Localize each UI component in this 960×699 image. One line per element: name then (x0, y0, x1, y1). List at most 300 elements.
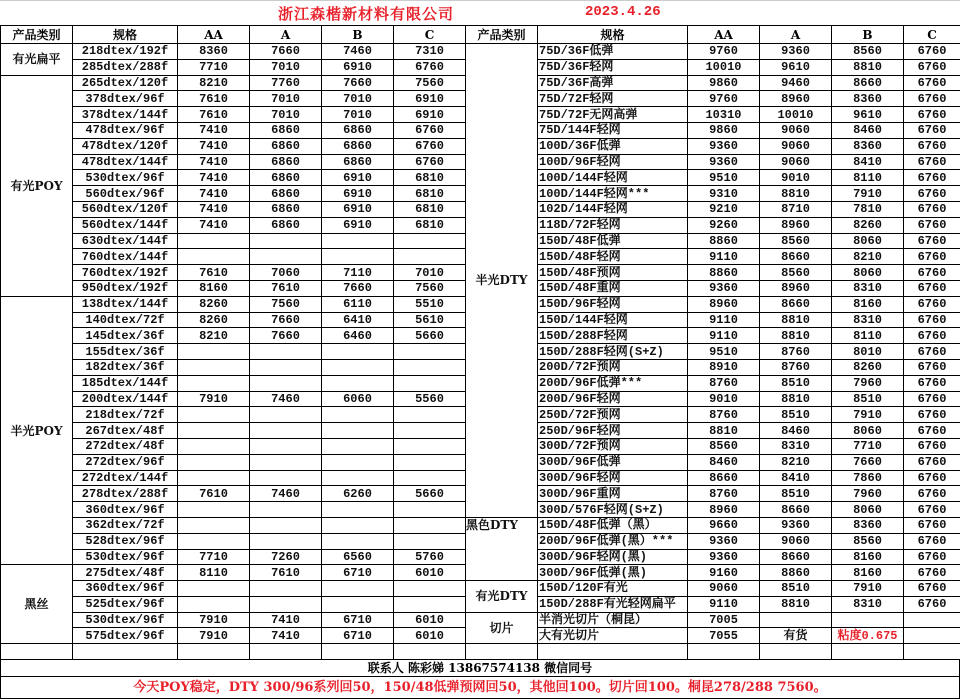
price-c: 7560 (394, 75, 466, 91)
price-b: 6710 (322, 628, 394, 644)
price-c: 6760 (904, 454, 960, 470)
price-a: 8760 (760, 344, 832, 360)
price-aa: 7055 (688, 628, 760, 644)
price-aa: 8860 (688, 233, 760, 249)
price-a: 8660 (760, 249, 832, 265)
price-b: 6060 (322, 391, 394, 407)
empty-cell (904, 644, 960, 660)
spec-cell: 75D/36F低弹 (538, 44, 688, 60)
empty-cell (466, 644, 538, 660)
price-b (322, 438, 394, 454)
price-c: 6760 (904, 423, 960, 439)
spec-cell: 182dtex/36f (73, 359, 178, 375)
spec-cell: 760dtex/144f (73, 249, 178, 265)
spec-cell: 200D/72F预网 (538, 359, 688, 375)
spec-cell: 100D/36F低弹 (538, 138, 688, 154)
price-aa (178, 438, 250, 454)
price-aa: 9310 (688, 186, 760, 202)
price-b (322, 233, 394, 249)
price-c: 6760 (904, 549, 960, 565)
price-aa: 8210 (178, 328, 250, 344)
price-aa: 8160 (178, 280, 250, 296)
price-c: 6760 (394, 122, 466, 138)
price-aa: 7410 (178, 122, 250, 138)
price-b: 7660 (322, 280, 394, 296)
price-b (832, 612, 904, 628)
price-a: 7010 (250, 59, 322, 75)
price-aa: 9210 (688, 201, 760, 217)
price-a: 7760 (250, 75, 322, 91)
spec-cell: 300D/96F轻网 (538, 470, 688, 486)
price-aa: 9360 (688, 533, 760, 549)
price-a: 10010 (760, 107, 832, 123)
price-a: 7410 (250, 612, 322, 628)
price-b: 6710 (322, 565, 394, 581)
empty-cell (760, 644, 832, 660)
price-a (250, 454, 322, 470)
price-aa: 9360 (688, 280, 760, 296)
price-a: 6860 (250, 201, 322, 217)
spec-cell: 530dtex/96f (73, 549, 178, 565)
price-c (394, 233, 466, 249)
price-a: 7610 (250, 565, 322, 581)
price-a: 9010 (760, 170, 832, 186)
spec-cell: 大有光切片 (538, 628, 688, 644)
price-b: 8260 (832, 359, 904, 375)
price-c: 6760 (904, 359, 960, 375)
price-aa: 7410 (178, 154, 250, 170)
price-aa: 7610 (178, 486, 250, 502)
price-b (322, 533, 394, 549)
price-b: 8460 (832, 122, 904, 138)
price-c: 6760 (904, 391, 960, 407)
price-b (322, 344, 394, 360)
price-b: 7710 (832, 438, 904, 454)
spec-cell: 378dtex/144f (73, 107, 178, 123)
category-cell: 半光POY (1, 296, 73, 565)
price-aa: 9110 (688, 596, 760, 612)
price-aa: 8210 (178, 75, 250, 91)
price-aa: 7710 (178, 549, 250, 565)
price-c: 6760 (904, 517, 960, 533)
price-c: 6010 (394, 612, 466, 628)
header-a: A (250, 26, 322, 44)
price-c: 6810 (394, 186, 466, 202)
price-aa: 7910 (178, 612, 250, 628)
price-aa: 8960 (688, 296, 760, 312)
price-a: 8810 (760, 596, 832, 612)
spec-cell: 250D/96F轻网 (538, 423, 688, 439)
price-c: 5510 (394, 296, 466, 312)
price-a: 8660 (760, 502, 832, 518)
price-c: 6810 (394, 170, 466, 186)
price-a: 8410 (760, 470, 832, 486)
price-a (250, 596, 322, 612)
price-c (394, 344, 466, 360)
price-a: 8510 (760, 581, 832, 597)
price-b: 6860 (322, 122, 394, 138)
spec-cell: 150D/48F低弹 (538, 233, 688, 249)
price-a: 7060 (250, 265, 322, 281)
price-b: 7660 (832, 454, 904, 470)
price-a: 有货 (760, 628, 832, 644)
price-a: 8960 (760, 217, 832, 233)
header-a: A (760, 26, 832, 44)
price-b: 6910 (322, 186, 394, 202)
price-a: 7010 (250, 91, 322, 107)
price-b: 8060 (832, 423, 904, 439)
category-cell: 黑丝 (1, 565, 73, 644)
empty-cell (832, 644, 904, 660)
price-aa: 8560 (688, 438, 760, 454)
price-b: 8560 (832, 44, 904, 60)
contact-info: 联系人 陈彩娣 13867574138 微信同号 (0, 660, 960, 677)
price-a: 8210 (760, 454, 832, 470)
empty-cell (73, 644, 178, 660)
price-aa (178, 407, 250, 423)
price-a: 7610 (250, 280, 322, 296)
price-a: 8710 (760, 201, 832, 217)
price-a: 9610 (760, 59, 832, 75)
empty-cell (322, 644, 394, 660)
price-c (394, 517, 466, 533)
price-a: 8660 (760, 549, 832, 565)
price-a: 9060 (760, 533, 832, 549)
price-a (250, 470, 322, 486)
spec-cell: 138dtex/144f (73, 296, 178, 312)
price-b: 7110 (322, 265, 394, 281)
price-b: 9610 (832, 107, 904, 123)
price-b (322, 423, 394, 439)
spec-cell: 140dtex/72f (73, 312, 178, 328)
price-b: 8060 (832, 233, 904, 249)
price-b (322, 454, 394, 470)
price-c: 6760 (904, 438, 960, 454)
price-aa: 9110 (688, 312, 760, 328)
price-a: 6860 (250, 170, 322, 186)
price-c: 5560 (394, 391, 466, 407)
price-c (904, 612, 960, 628)
price-b (322, 517, 394, 533)
category-cell: 有光POY (1, 75, 73, 296)
header-row (1, 26, 960, 44)
spec-cell: 150D/288F轻网(S+Z) (538, 344, 688, 360)
price-a: 6860 (250, 122, 322, 138)
price-a: 9060 (760, 138, 832, 154)
spec-cell: 75D/36F轻网 (538, 59, 688, 75)
price-a (250, 407, 322, 423)
price-aa: 8910 (688, 359, 760, 375)
price-aa (178, 581, 250, 597)
price-a: 7010 (250, 107, 322, 123)
price-a (250, 344, 322, 360)
spec-cell: 478dtex/96f (73, 122, 178, 138)
price-a (250, 533, 322, 549)
header-c: C (394, 26, 466, 44)
spec-cell: 528dtex/96f (73, 533, 178, 549)
price-a (250, 581, 322, 597)
price-b: 8210 (832, 249, 904, 265)
price-b: 8260 (832, 217, 904, 233)
price-c: 6760 (904, 581, 960, 597)
price-b: 8410 (832, 154, 904, 170)
price-aa: 9360 (688, 154, 760, 170)
price-c: 6760 (904, 486, 960, 502)
price-aa: 7410 (178, 170, 250, 186)
price-aa: 8960 (688, 502, 760, 518)
price-a: 9360 (760, 44, 832, 60)
price-b: 8110 (832, 170, 904, 186)
price-aa: 8760 (688, 486, 760, 502)
spec-cell: 200D/96F轻网 (538, 391, 688, 407)
price-b: 7010 (322, 107, 394, 123)
price-a: 8660 (760, 296, 832, 312)
price-b: 7460 (322, 44, 394, 60)
price-c: 6910 (394, 107, 466, 123)
price-a: 9060 (760, 154, 832, 170)
price-c: 6810 (394, 217, 466, 233)
price-b: 7910 (832, 186, 904, 202)
price-a: 8760 (760, 359, 832, 375)
price-c: 5660 (394, 486, 466, 502)
price-aa: 9510 (688, 344, 760, 360)
spec-cell: 560dtex/144f (73, 217, 178, 233)
price-b: 8310 (832, 280, 904, 296)
price-b: 7910 (832, 581, 904, 597)
price-a: 8310 (760, 438, 832, 454)
spec-cell: 100D/144F轻网 (538, 170, 688, 186)
price-c: 6760 (904, 280, 960, 296)
spec-cell: 378dtex/96f (73, 91, 178, 107)
spec-cell: 150D/48F轻网 (538, 249, 688, 265)
price-b: 8310 (832, 312, 904, 328)
price-c: 7310 (394, 44, 466, 60)
price-c (394, 407, 466, 423)
spec-cell: 300D/96F轻网(黑) (538, 549, 688, 565)
price-c: 6010 (394, 628, 466, 644)
spec-cell: 575dtex/96f (73, 628, 178, 644)
price-c: 6010 (394, 565, 466, 581)
price-aa: 9010 (688, 391, 760, 407)
price-aa: 8660 (688, 470, 760, 486)
header-c: C (904, 26, 960, 44)
header-spec: 规格 (538, 26, 688, 44)
price-b (322, 502, 394, 518)
spec-cell: 530dtex/96f (73, 170, 178, 186)
price-b (322, 581, 394, 597)
price-aa: 9060 (688, 581, 760, 597)
price-c: 6760 (394, 59, 466, 75)
empty-cell (538, 644, 688, 660)
price-c: 6760 (904, 122, 960, 138)
price-b: 6410 (322, 312, 394, 328)
price-aa: 9510 (688, 170, 760, 186)
empty-cell (1, 644, 73, 660)
price-b: 8560 (832, 533, 904, 549)
price-aa: 8360 (178, 44, 250, 60)
price-aa: 7610 (178, 265, 250, 281)
price-c: 6760 (904, 59, 960, 75)
price-aa: 9110 (688, 249, 760, 265)
spec-cell: 200D/96F低弹*** (538, 375, 688, 391)
price-b: 8160 (832, 296, 904, 312)
price-aa: 8860 (688, 265, 760, 281)
price-aa: 9260 (688, 217, 760, 233)
price-c: 6760 (904, 75, 960, 91)
price-a: 8510 (760, 375, 832, 391)
price-b: 7810 (832, 201, 904, 217)
price-b (322, 470, 394, 486)
price-a: 7660 (250, 328, 322, 344)
price-a: 8510 (760, 407, 832, 423)
price-b (322, 249, 394, 265)
price-b: 7660 (322, 75, 394, 91)
spec-cell: 218dtex/192f (73, 44, 178, 60)
spec-cell: 272dtex/144f (73, 470, 178, 486)
price-b: 6910 (322, 59, 394, 75)
spec-cell: 300D/96F低弹 (538, 454, 688, 470)
price-aa: 9160 (688, 565, 760, 581)
price-b: 6910 (322, 201, 394, 217)
spec-cell: 530dtex/96f (73, 612, 178, 628)
category-cell: 半光DTY (466, 44, 538, 518)
price-b: 8110 (832, 328, 904, 344)
price-c: 6760 (904, 344, 960, 360)
price-aa (178, 344, 250, 360)
price-aa: 9110 (688, 328, 760, 344)
price-b: 8360 (832, 91, 904, 107)
spec-cell: 75D/72F轻网 (538, 91, 688, 107)
price-b: 6910 (322, 217, 394, 233)
price-b: 7960 (832, 486, 904, 502)
spec-cell: 272dtex/48f (73, 438, 178, 454)
price-a: 8560 (760, 233, 832, 249)
price-c: 6760 (904, 217, 960, 233)
price-a: 9460 (760, 75, 832, 91)
price-c: 6760 (904, 312, 960, 328)
price-a: 8460 (760, 423, 832, 439)
price-c: 6760 (904, 596, 960, 612)
price-a: 7660 (250, 312, 322, 328)
price-aa: 7410 (178, 138, 250, 154)
spec-cell: 150D/288F轻网 (538, 328, 688, 344)
price-c: 6760 (904, 375, 960, 391)
spec-cell: 200D/96F低弹(黑）*** (538, 533, 688, 549)
price-c: 6760 (904, 91, 960, 107)
price-b: 8360 (832, 517, 904, 533)
price-b: 7860 (832, 470, 904, 486)
price-c: 6760 (904, 138, 960, 154)
price-b: 8060 (832, 265, 904, 281)
price-b: 7910 (832, 407, 904, 423)
price-b: 6460 (322, 328, 394, 344)
spec-cell: 360dtex/96f (73, 581, 178, 597)
spec-cell: 118D/72F轻网 (538, 217, 688, 233)
price-c (394, 249, 466, 265)
price-b (322, 375, 394, 391)
price-b: 8810 (832, 59, 904, 75)
price-a: 8810 (760, 186, 832, 202)
spec-cell: 272dtex/96f (73, 454, 178, 470)
spec-cell: 102D/144F轻网 (538, 201, 688, 217)
spec-cell: 560dtex/96f (73, 186, 178, 202)
price-b: 6860 (322, 138, 394, 154)
spec-cell: 75D/144F轻网 (538, 122, 688, 138)
spec-cell: 275dtex/48f (73, 565, 178, 581)
price-aa: 7410 (178, 201, 250, 217)
price-a (250, 233, 322, 249)
price-aa: 9760 (688, 44, 760, 60)
price-a: 8560 (760, 265, 832, 281)
price-aa (178, 596, 250, 612)
spec-cell: 155dtex/36f (73, 344, 178, 360)
price-c: 6760 (904, 201, 960, 217)
price-a: 8960 (760, 280, 832, 296)
price-c: 6760 (904, 107, 960, 123)
price-b: 7960 (832, 375, 904, 391)
price-aa (178, 359, 250, 375)
price-aa: 9660 (688, 517, 760, 533)
price-c: 6760 (904, 328, 960, 344)
price-b (322, 407, 394, 423)
price-b: 8660 (832, 75, 904, 91)
empty-cell (394, 644, 466, 660)
price-b (322, 596, 394, 612)
price-c (394, 438, 466, 454)
price-date: 2023.4.26 (585, 4, 661, 20)
price-b: 8160 (832, 549, 904, 565)
spec-cell: 150D/48F低弹（黑） (538, 517, 688, 533)
header-aa: AA (688, 26, 760, 44)
price-aa: 8760 (688, 375, 760, 391)
price-c (394, 581, 466, 597)
price-a: 6860 (250, 186, 322, 202)
price-a: 6860 (250, 154, 322, 170)
price-aa (178, 502, 250, 518)
price-aa: 9360 (688, 549, 760, 565)
price-aa: 8810 (688, 423, 760, 439)
spec-cell: 300D/576F轻网(S+Z) (538, 502, 688, 518)
spec-cell: 145dtex/36f (73, 328, 178, 344)
price-c: 6760 (904, 186, 960, 202)
price-c: 6760 (904, 154, 960, 170)
price-c: 6910 (394, 91, 466, 107)
price-c (394, 502, 466, 518)
price-aa: 9860 (688, 75, 760, 91)
table-row (1, 581, 960, 597)
price-aa: 8110 (178, 565, 250, 581)
price-aa: 9360 (688, 138, 760, 154)
spec-cell: 267dtex/48f (73, 423, 178, 439)
price-c (394, 375, 466, 391)
category-cell: 切片 (466, 612, 538, 644)
price-b (322, 359, 394, 375)
price-aa: 8460 (688, 454, 760, 470)
price-c: 6760 (394, 138, 466, 154)
header-b: B (832, 26, 904, 44)
price-b: 6560 (322, 549, 394, 565)
spec-cell: 150D/48F重网 (538, 280, 688, 296)
price-a (250, 249, 322, 265)
price-c (394, 423, 466, 439)
price-aa: 7610 (178, 107, 250, 123)
spec-cell: 150D/144F轻网 (538, 312, 688, 328)
price-table (0, 25, 960, 660)
price-c: 6760 (904, 44, 960, 60)
price-c: 6760 (904, 533, 960, 549)
empty-cell (250, 644, 322, 660)
spec-cell: 300D/96F重网 (538, 486, 688, 502)
